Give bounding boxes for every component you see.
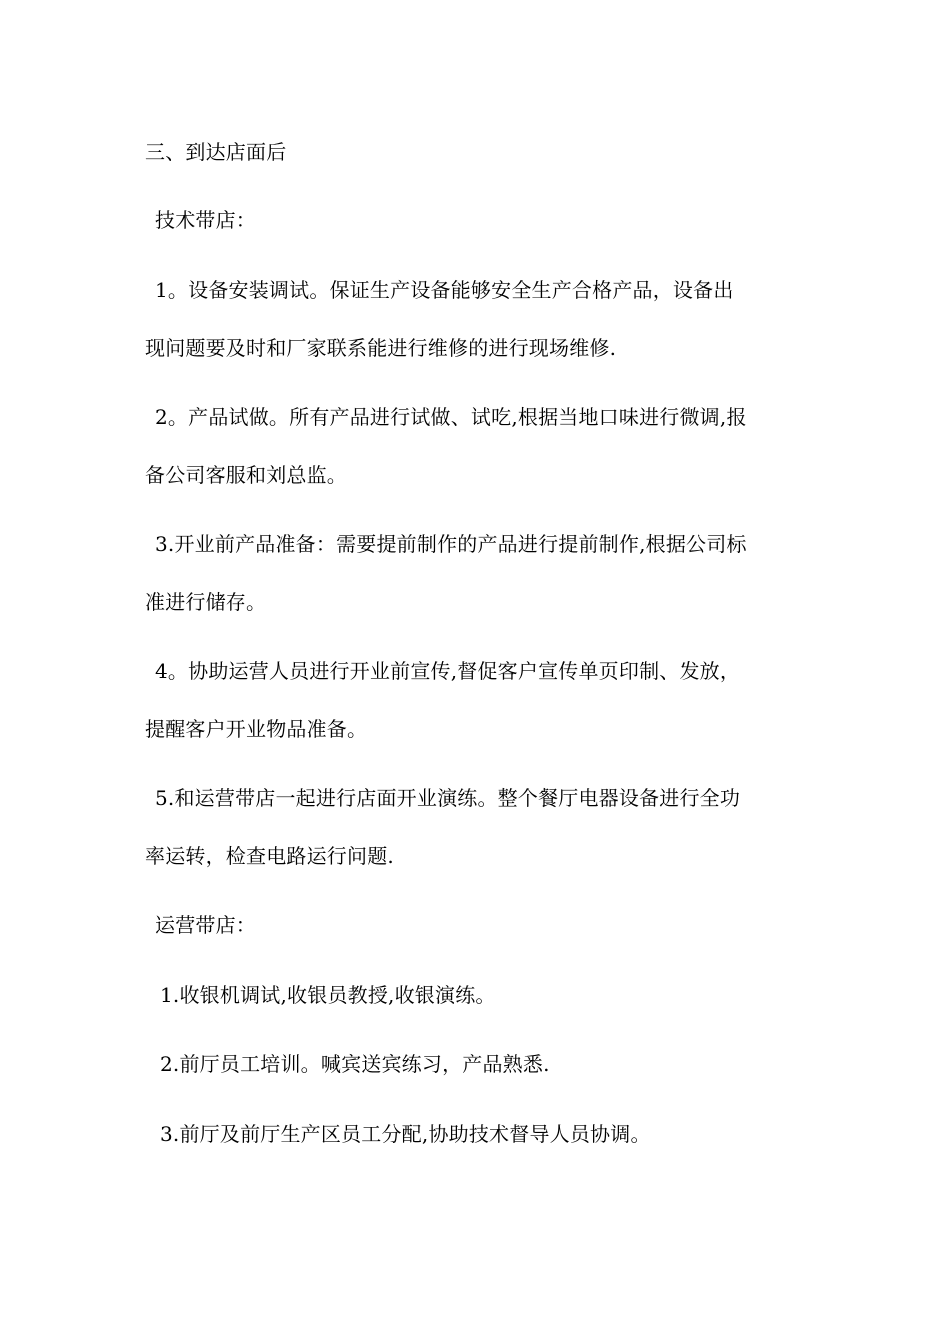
tech-item-5-line-2: 率运转，检查电路运行问题.	[145, 844, 394, 868]
tech-item-5-line-1: 5.和运营带店一起进行店面开业演练。整个餐厅电器设备进行全功	[155, 786, 741, 810]
tech-item-2-line-1: 2。产品试做。所有产品进行试做、试吃,根据当地口味进行微调,报	[155, 405, 747, 429]
tech-section-title: 技术带店：	[155, 208, 256, 232]
tech-item-4-line-2: 提醒客户开业物品准备。	[145, 717, 368, 741]
tech-item-4-line-1: 4。协助运营人员进行开业前宣传,督促客户宣传单页印制、发放，	[155, 659, 741, 683]
tech-item-3-line-2: 准进行储存。	[145, 590, 267, 614]
ops-section-title: 运营带店：	[155, 913, 256, 937]
section-heading: 三、到达店面后	[145, 140, 287, 164]
tech-item-1-line-2: 现问题要及时和厂家联系能进行维修的进行现场维修.	[145, 336, 617, 360]
ops-item-3: 3.前厅及前厅生产区员工分配,协助技术督导人员协调。	[160, 1122, 651, 1146]
tech-item-2-line-2: 备公司客服和刘总监。	[145, 463, 347, 487]
tech-item-3-line-1: 3.开业前产品准备：需要提前制作的产品进行提前制作,根据公司标	[155, 532, 747, 556]
ops-item-2: 2.前厅员工培训。喊宾送宾练习，产品熟悉.	[160, 1052, 550, 1076]
ops-item-1: 1.收银机调试,收银员教授,收银演练。	[160, 983, 496, 1007]
tech-item-1-line-1: 1。设备安装调试。保证生产设备能够安全生产合格产品，设备出	[155, 278, 734, 302]
